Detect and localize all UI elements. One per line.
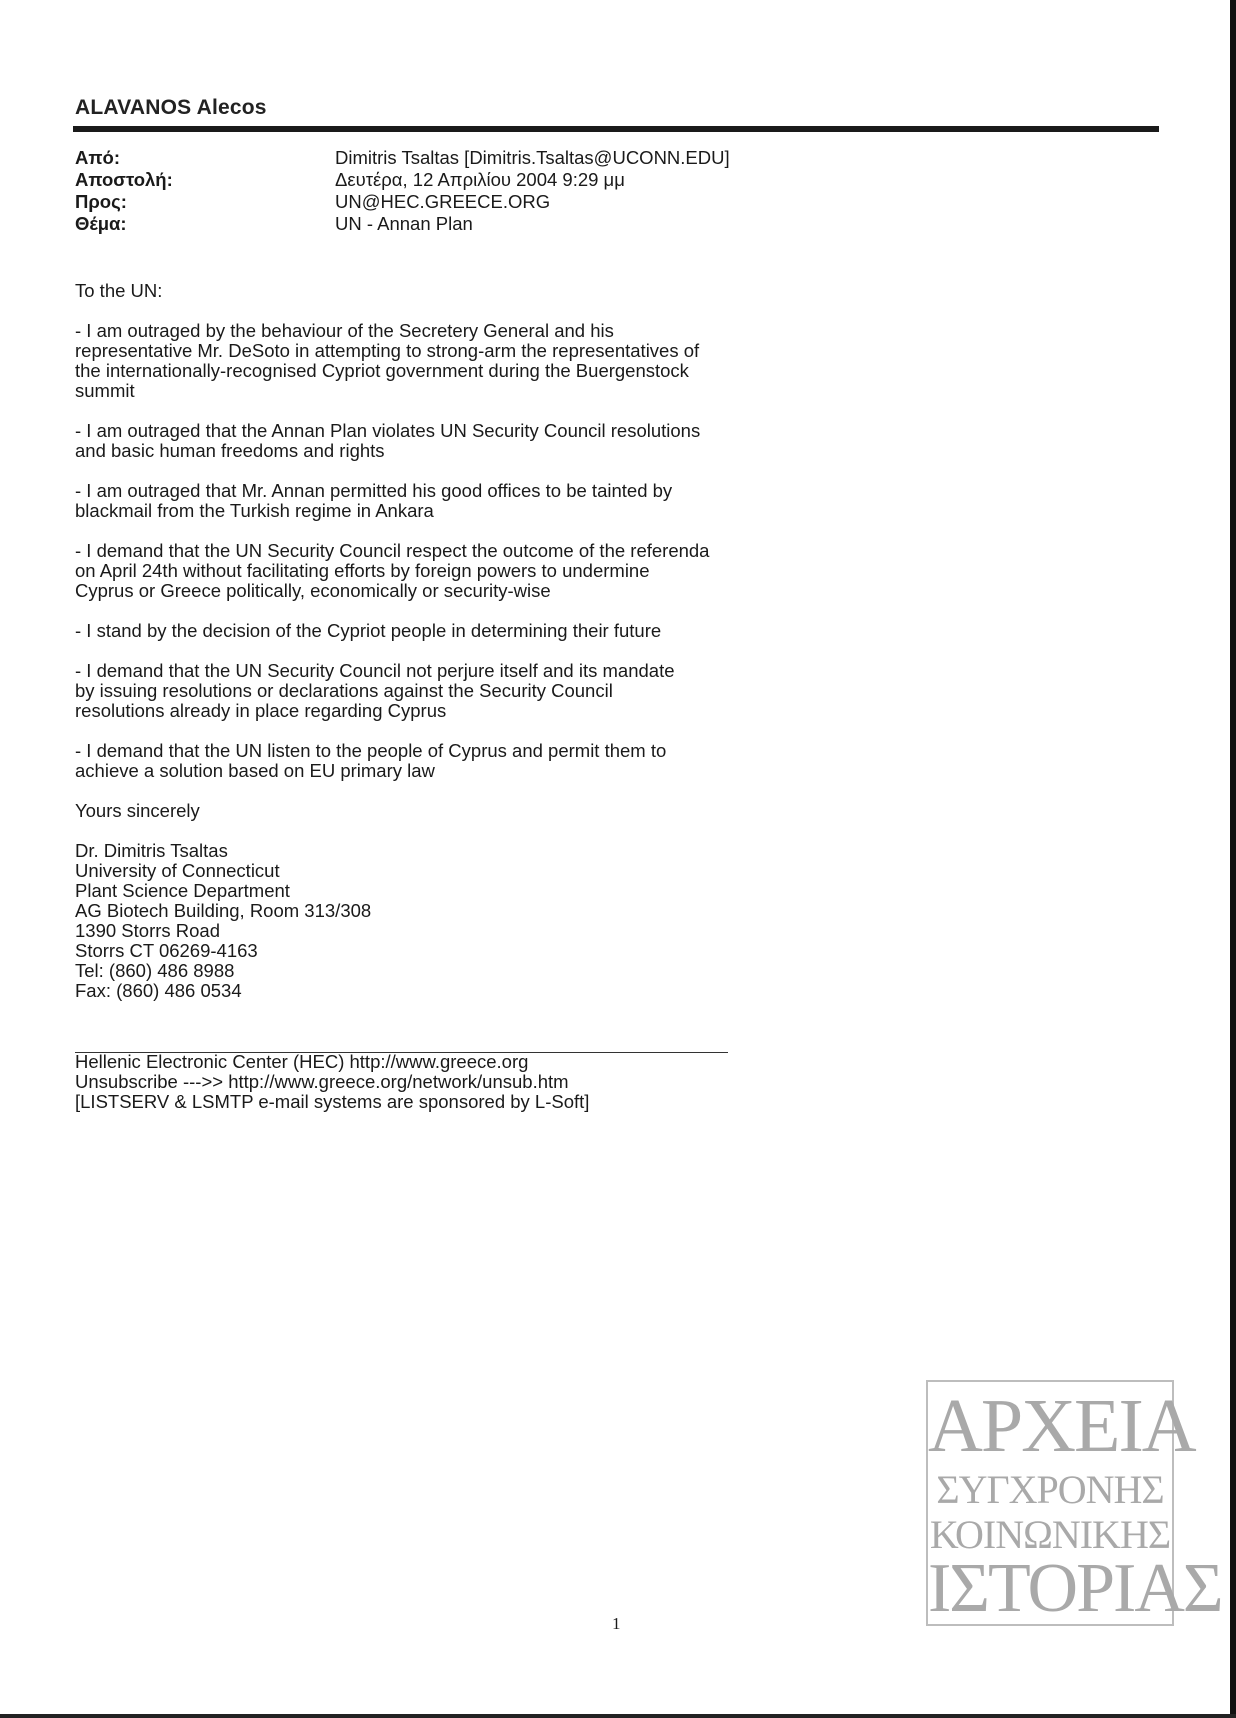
listserv-footer: Hellenic Electronic Center (HEC) http://www.greece.org Unsubscribe --->> http://www.greece.org/network/unsub.htm [LISTSERV & LSMTP e-mail systems are sponsored by L-Soft] [75, 1051, 590, 1112]
body-paragraph-4: - I demand that the UN Security Council respect the outcome of the referenda on April 24th without facilitating efforts by foreign powers to undermine Cyprus or Greece politically, economically or security-wise [75, 540, 710, 601]
archive-stamp [926, 1380, 1222, 1627]
body-paragraph-2: - I am outraged that the Annan Plan violates UN Security Council resolutions and basic human freedoms and rights [75, 420, 701, 461]
email-subject-label: Θέμα: [75, 213, 127, 234]
scan-edge-right [1230, 0, 1236, 1718]
email-from-row [75, 147, 730, 169]
email-greeting: To the UN: [75, 280, 163, 301]
email-subject-value: UN - Annan Plan [335, 213, 473, 234]
email-from-label: Από: [75, 147, 120, 168]
body-paragraph-1: - I am outraged by the behaviour of the Secretery General and his representative Mr. DeSoto in attempting to strong-arm the representatives of the internationally-recognised Cypriot government during the Buergenstock summit [75, 320, 700, 401]
email-sent-row [75, 169, 730, 191]
email-header-fields [75, 147, 730, 235]
stamp-line-1: ΑΡΧΕΙΑ [928, 1384, 1195, 1468]
email-sent-label: Αποστολή: [75, 169, 173, 190]
body-paragraph-3: - I am outraged that Mr. Annan permitted his good offices to be tainted by blackmail from the Turkish regime in Ankara [75, 480, 673, 521]
email-sent-value: Δευτέρα, 12 Απριλίου 2004 9:29 μμ [335, 169, 625, 190]
email-closing: Yours sincerely [75, 800, 200, 821]
header-divider [73, 126, 1159, 132]
body-paragraph-7: - I demand that the UN listen to the people of Cyprus and permit them to achieve a solution based on EU primary law [75, 740, 667, 781]
page-number: 1 [612, 1614, 621, 1633]
email-to-row [75, 191, 730, 213]
stamp-line-2: ΣΥΓΧΡΟΝΗΣ [936, 1467, 1164, 1512]
email-to-label: Προς: [75, 191, 127, 212]
email-body [75, 281, 835, 1021]
email-subject-row [75, 213, 730, 235]
mailbox-owner-name: ALAVANOS Alecos [75, 96, 267, 119]
email-signature: Dr. Dimitris Tsaltas University of Connecticut Plant Science Department AG Biotech Building, Room 313/308 1390 Storrs Road Storrs CT 06269-4163 Tel: (860) 486 8988 Fax: (860) 486 0534 [75, 840, 372, 1001]
body-paragraph-5: - I stand by the decision of the Cypriot people in determining their future [75, 620, 662, 641]
scan-edge-bottom [0, 1714, 1236, 1718]
email-to-value: UN@HEC.GREECE.ORG [335, 191, 551, 212]
stamp-line-4: ΙΣΤΟΡΙΑΣ [928, 1550, 1222, 1627]
email-from-value: Dimitris Tsaltas [Dimitris.Tsaltas@UCONN.EDU] [335, 147, 730, 168]
body-paragraph-6: - I demand that the UN Security Council not perjure itself and its mandate by issuing resolutions or declarations against the Security Council resolutions already in place regarding Cyprus [75, 660, 675, 721]
stamp-line-3: ΚΟΙΝΩΝΙΚΗΣ [929, 1512, 1171, 1557]
